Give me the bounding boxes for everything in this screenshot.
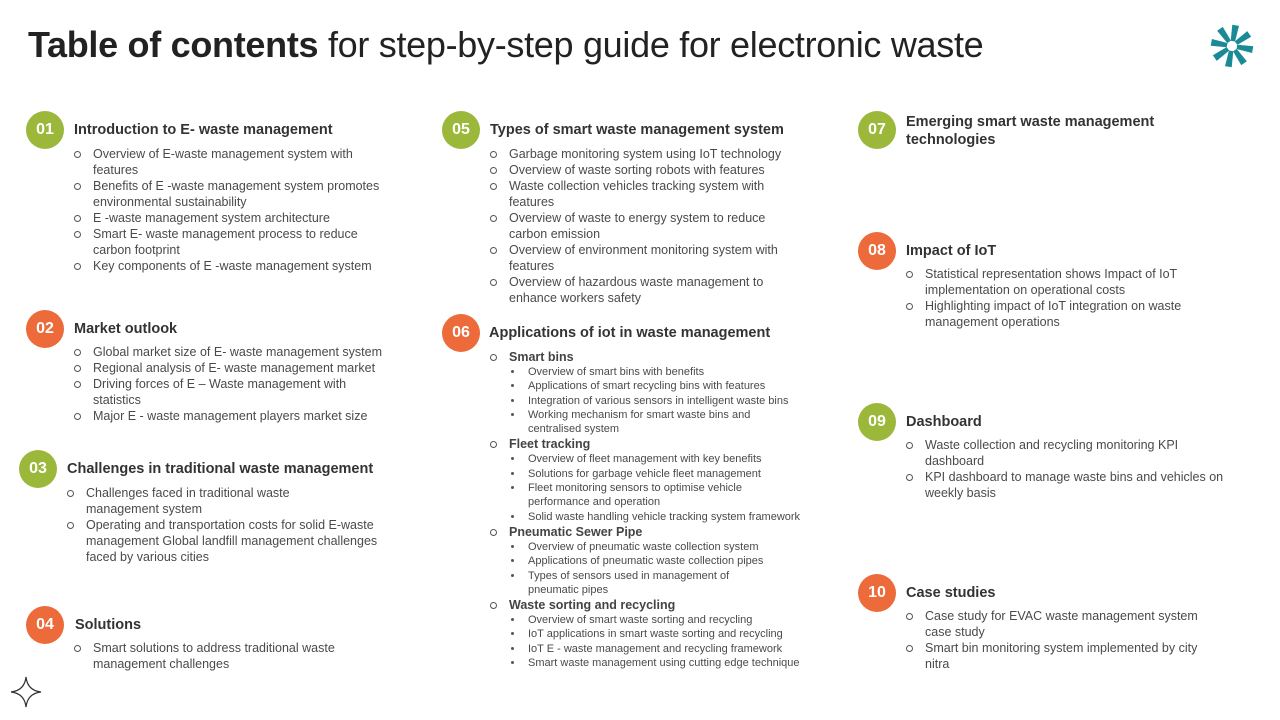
list-item: Overview of environment monitoring system with features	[490, 242, 800, 274]
section-items	[74, 640, 374, 672]
list-item-group	[490, 597, 840, 670]
section-number: 08	[858, 232, 896, 270]
section-items	[906, 608, 1226, 672]
sub-item: Fleet monitoring sensors to optimise vehicle performance and operation	[509, 481, 778, 510]
section-number: 03	[19, 450, 57, 488]
list-item-group	[490, 436, 840, 523]
sub-item: Integration of various sensors in intelligent waste bins	[509, 394, 840, 408]
section-title: Types of smart waste management system	[490, 122, 784, 138]
subsection-heading: Smart bins	[509, 350, 574, 364]
sub-item: Overview of smart waste sorting and recycling	[509, 613, 840, 627]
list-item: Waste collection vehicles tracking system with features	[490, 178, 800, 210]
list-item-group	[490, 524, 840, 597]
subsection-list	[509, 365, 840, 436]
section-number: 02	[26, 310, 64, 348]
section-items	[490, 349, 840, 670]
sub-item: Applications of pneumatic waste collection pipes	[509, 554, 840, 568]
sub-item: Solutions for garbage vehicle fleet management	[509, 467, 840, 481]
list-item-group	[490, 349, 840, 436]
section-title: Applications of iot in waste management	[489, 325, 771, 341]
list-item: Smart bin monitoring system implemented by city nitra	[906, 640, 1215, 672]
list-item: Case study for EVAC waste management system case study	[906, 608, 1226, 640]
list-item: Overview of waste to energy system to reduce carbon emission	[490, 210, 800, 242]
page-title	[28, 24, 983, 66]
list-item: Overview of hazardous waste management to enhance workers safety	[490, 274, 800, 306]
subsection-heading: Waste sorting and recycling	[509, 598, 676, 613]
sub-item: Overview of pneumatic waste collection system	[509, 540, 840, 554]
four-point-star-icon	[10, 676, 42, 708]
sub-item: Working mechanism for smart waste bins and centralised system	[509, 408, 778, 437]
section-number: 04	[26, 606, 64, 644]
list-item: Smart E- waste management process to reduce carbon footprint	[74, 226, 394, 258]
section-title: Emerging smart waste management technologies	[906, 114, 1155, 148]
section-title: Introduction to E- waste management	[74, 122, 333, 138]
section-items	[74, 146, 394, 274]
list-item: Benefits of E -waste management system promotes environmental sustainability	[74, 178, 394, 210]
section-items	[490, 146, 800, 306]
list-item: Statistical representation shows Impact of IoT implementation on operational costs	[906, 266, 1206, 298]
section-title: Challenges in traditional waste management	[67, 461, 374, 477]
section-number: 06	[442, 314, 480, 352]
sub-item: Smart waste management using cutting edge technique	[509, 656, 840, 670]
section-title: Dashboard	[906, 414, 982, 430]
list-item: Global market size of E- waste management system	[74, 344, 394, 360]
sub-item: Applications of smart recycling bins with features	[509, 379, 840, 393]
list-item: Smart solutions to address traditional waste management challenges	[74, 640, 374, 672]
section-number: 05	[442, 111, 480, 149]
list-item: Major E - waste management players market size	[74, 408, 394, 424]
subsection-heading: Pneumatic Sewer Pipe	[509, 524, 643, 539]
title-rest: for step-by-step guide for electronic waste	[318, 24, 984, 65]
section-title: Market outlook	[74, 321, 178, 337]
section-items	[906, 266, 1206, 330]
list-item: E -waste management system architecture	[74, 210, 394, 226]
subsection-list	[509, 540, 840, 597]
list-item: Driving forces of E – Waste management with statistics	[74, 376, 394, 408]
section-number: 07	[858, 111, 896, 149]
subsection-heading: Fleet tracking	[509, 437, 591, 452]
section-number: 01	[26, 111, 64, 149]
section-title: Impact of IoT	[906, 243, 997, 259]
list-item: KPI dashboard to manage waste bins and vehicles on weekly basis	[906, 469, 1246, 501]
list-item: Highlighting impact of IoT integration on waste management operations	[906, 298, 1206, 330]
list-item: Operating and transportation costs for solid E-waste management Global landfill management challenges faced by various cities	[67, 517, 402, 565]
subsection-list	[509, 452, 840, 523]
sub-item: IoT applications in smart waste sorting and recycling	[509, 627, 840, 641]
title-bold: Table of contents	[28, 24, 319, 65]
sub-item: Types of sensors used in management of pneumatic pipes	[509, 569, 773, 598]
sub-item: Overview of fleet management with key benefits	[509, 452, 840, 466]
list-item: Overview of waste sorting robots with features	[490, 162, 800, 178]
list-item: Challenges faced in traditional waste management system	[67, 485, 306, 517]
section-number: 09	[858, 403, 896, 441]
list-item: Key components of E -waste management system	[74, 258, 394, 274]
list-item: Garbage monitoring system using IoT technology	[490, 146, 800, 162]
sub-item: IoT E - waste management and recycling framework	[509, 642, 840, 656]
list-item: Waste collection and recycling monitoring KPI dashboard	[906, 437, 1215, 469]
section-items	[74, 344, 394, 424]
section-title: Case studies	[906, 585, 996, 601]
sub-item: Overview of smart bins with benefits	[509, 365, 840, 379]
section-items	[906, 437, 1246, 501]
section-title: Solutions	[75, 617, 142, 633]
list-item: Regional analysis of E- waste management market	[74, 360, 394, 376]
section-number: 10	[858, 574, 896, 612]
pinwheel-logo-icon	[1209, 23, 1255, 69]
section-items	[67, 485, 402, 565]
subsection-list	[509, 613, 840, 670]
list-item: Overview of E-waste management system with features	[74, 146, 394, 178]
sub-item: Solid waste handling vehicle tracking system framework	[509, 510, 840, 524]
